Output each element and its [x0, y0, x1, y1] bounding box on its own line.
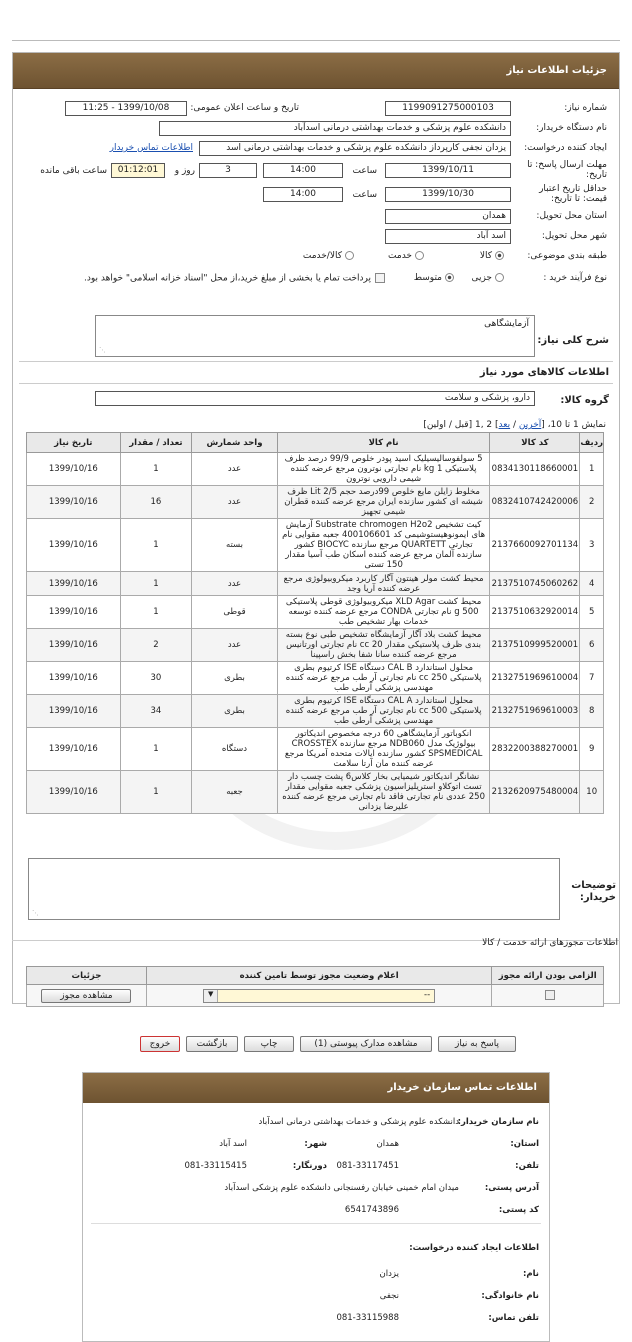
- creator-info-title: اطلاعات ایجاد کننده درخواست:: [409, 1243, 539, 1253]
- cell-unit: دستگاه: [192, 728, 278, 771]
- category-label: طبقه بندی موضوعی:: [527, 251, 607, 261]
- validity-label: حداقل تاریخ اعتبار قیمت: تا تاریخ:: [539, 184, 607, 204]
- cell-index: 8: [580, 695, 604, 728]
- perm-details-cell: [27, 985, 147, 1007]
- family-label: نام خانوادگی:: [481, 1291, 539, 1301]
- cell-qty: 1: [120, 453, 192, 486]
- cell-name: کیت تشخیص Substrate chromogen H2o2 آزمایش های ایمونوهیستوشیمی کد 400106601 جعبه مقوایی نام تجارتی QUARTETT مرجع سازنده BIOCYC کشور سازنده آلمان مرجع عرضه کننده اسکان طب آسیا مقدار 150 تستی: [277, 519, 490, 572]
- category-goods-option[interactable]: [480, 251, 507, 261]
- col-qty: تعداد / مقدار: [120, 433, 192, 453]
- cell-date: 1399/10/16: [27, 596, 121, 629]
- cell-qty: 30: [120, 662, 192, 695]
- summary-text: آزمایشگاهی: [484, 319, 529, 329]
- permits-title: اطلاعات مجوزهای ارائه خدمت / کالا: [482, 938, 618, 948]
- validity-date-field: 1399/10/30: [385, 187, 511, 202]
- perm-status-cell: [146, 985, 491, 1007]
- validity-time-field: 14:00: [263, 187, 343, 202]
- org-value: دانشکده علوم پزشکی و خدمات بهداشتی درمانی اسدآباد: [258, 1117, 459, 1127]
- summary-label: شرح کلی نیاز:: [537, 335, 609, 346]
- top-divider: [12, 40, 620, 41]
- province-field: همدان: [385, 209, 511, 224]
- cell-name: نشانگر اندیکاتور شیمیایی بخار کلاس6 پشت چسب دار تست اتوکلاو استریلیزاسیون پزشکی جعبه مقوایی مقدار 250 عددی نام تجارتی فاقد نام تجارتی مرجع عرضه کننده علیرضا یزدانی: [277, 771, 490, 814]
- process-label: نوع فرآیند خرید :: [543, 273, 607, 283]
- chevron-down-icon: ▼: [204, 990, 218, 1002]
- col-unit: واحد شمارش: [192, 433, 278, 453]
- cell-qty: 1: [120, 771, 192, 814]
- contact-phone-value: 081-33115988: [336, 1313, 399, 1323]
- perm-col-required: الزامی بودن ارائه مجوز: [492, 967, 604, 985]
- name-value: یزدان: [379, 1269, 399, 1279]
- cell-unit: بسته: [192, 519, 278, 572]
- process-partial-option[interactable]: [471, 273, 507, 283]
- permit-row: [27, 985, 604, 1007]
- cell-code: 2137510632920014: [490, 596, 580, 629]
- contact-phone-label: تلفن تماس:: [488, 1313, 539, 1323]
- perm-status-value: --: [424, 989, 431, 1000]
- perm-col-details: جزئیات: [27, 967, 147, 985]
- category-both-text: کالا/خدمت: [302, 251, 342, 261]
- payment-note-text: پرداخت تمام یا بخشی از مبلغ خرید،از محل "اسناد خزانه اسلامی" خواهد بود.: [83, 273, 371, 284]
- cell-qty: 34: [120, 695, 192, 728]
- process-medium-text: متوسط: [413, 273, 442, 283]
- table-row: [27, 596, 604, 629]
- remaining-time-field: 01:12:01: [111, 163, 165, 178]
- address-label: آدرس پستی:: [484, 1183, 539, 1193]
- table-row: [27, 486, 604, 519]
- cell-index: 1: [580, 453, 604, 486]
- city-label: شهر محل تحویل:: [541, 231, 607, 241]
- perm-status-select[interactable]: [203, 989, 435, 1003]
- checkbox-checked-icon: [545, 990, 555, 1000]
- divider: [19, 383, 613, 384]
- family-value: نجفی: [379, 1291, 399, 1301]
- need-number-label: شماره نیاز:: [564, 103, 607, 113]
- pager-prefix: نمایش 1 تا 10، [: [541, 420, 606, 430]
- cell-date: 1399/10/16: [27, 728, 121, 771]
- creator-label: ایجاد کننده درخواست:: [524, 143, 607, 153]
- cell-name: مخلوط زایلن مایع خلوص 99درصد حجم 2/5 Lit ظرف شیشه ای کشور سازنده ایران مرجع عرضه کننده قطران شیمی تجهیز: [277, 486, 490, 519]
- cell-date: 1399/10/16: [27, 629, 121, 662]
- org-label: نام سازمان خریدار:: [457, 1117, 539, 1127]
- col-name: نام کالا: [277, 433, 490, 453]
- table-row: [27, 695, 604, 728]
- process-partial-text: جزیی: [471, 273, 492, 283]
- cell-code: 2137510745060262: [490, 572, 580, 596]
- cell-unit: عدد: [192, 629, 278, 662]
- cell-code: 0834130118660001: [490, 453, 580, 486]
- radio-selected-icon: [495, 251, 504, 260]
- cell-index: 2: [580, 486, 604, 519]
- form-area: [21, 99, 611, 291]
- permits-table: [26, 966, 604, 1007]
- goods-group-field: دارو، پزشکی و سلامت: [95, 391, 535, 406]
- city-c-value: اسد آباد: [219, 1139, 247, 1149]
- creator-field: یزدان نجفی کارپرداز دانشکده علوم پزشکی و خدمات بهداشتی درمانی اسد: [199, 141, 511, 156]
- cell-index: 7: [580, 662, 604, 695]
- cell-qty: 1: [120, 572, 192, 596]
- buyer-label: نام دستگاه خریدار:: [536, 123, 607, 133]
- cell-qty: 1: [120, 728, 192, 771]
- deadline-date-field: 1399/10/11: [385, 163, 511, 178]
- province-c-label: استان:: [510, 1139, 539, 1149]
- category-service-text: خدمت: [388, 251, 412, 261]
- province-label: استان محل تحویل:: [536, 211, 607, 221]
- items-table: [26, 432, 604, 814]
- table-row: [27, 662, 604, 695]
- cell-code: 2137660092701134: [490, 519, 580, 572]
- cell-unit: عدد: [192, 572, 278, 596]
- pagination: [423, 420, 606, 430]
- cell-date: 1399/10/16: [27, 771, 121, 814]
- cell-name: انکوباتور آزمایشگاهی 60 درجه مخصوص اندیکاتور بیولوژیک مدل NDB060 مرجع سازنده CROSSTEX SPSMEDICAL کشور سازنده ایالات متحده آمریکا مرجع عرضه کننده مان آرتا سلامت: [277, 728, 490, 771]
- cell-unit: بطری: [192, 695, 278, 728]
- cell-qty: 16: [120, 486, 192, 519]
- cell-code: 0832410742420006: [490, 486, 580, 519]
- items-table-header: [27, 433, 604, 453]
- panel-title: جزئیات اطلاعات نیاز: [13, 53, 619, 89]
- announce-field: 1399/10/08 - 11:25: [65, 101, 187, 116]
- deadline-label: مهلت ارسال پاسخ: تا تاریخ:: [527, 160, 607, 180]
- reply-button[interactable]: پاسخ به نیاز: [438, 1036, 516, 1052]
- phone-value: 081-33117451: [336, 1161, 399, 1171]
- buyer-notes-label: توضیحات خریدار:: [571, 880, 616, 903]
- resize-grip-icon[interactable]: ⋰: [99, 346, 106, 354]
- cell-date: 1399/10/16: [27, 695, 121, 728]
- cell-unit: بطری: [192, 662, 278, 695]
- province-c-value: همدان: [376, 1139, 399, 1149]
- buyer-contact-link[interactable]: اطلاعات تماس خریدار: [109, 143, 193, 153]
- fax-value: 081-33115415: [184, 1161, 247, 1171]
- postal-value: 6541743896: [344, 1205, 399, 1215]
- category-service-option[interactable]: [388, 251, 427, 261]
- cell-index: 4: [580, 572, 604, 596]
- cell-code: 2132620975480004: [490, 771, 580, 814]
- cell-code: 2832200388270001: [490, 728, 580, 771]
- cell-date: 1399/10/16: [27, 662, 121, 695]
- cell-name: محیط کشت XLD Agar میکروبیولوژی قوطی پلاستیکی 500 g نام تجارتی CONDA مرجع عرضه کننده توسعه خدمات بهار تشخیص طب: [277, 596, 490, 629]
- buyer-field: دانشکده علوم پزشکی و خدمات بهداشتی درمانی اسدآباد: [159, 121, 511, 136]
- process-medium-option[interactable]: [414, 273, 457, 283]
- table-row: [27, 629, 604, 662]
- table-row: [27, 519, 604, 572]
- cell-name: محلول استاندارد CAL B دستگاه ISE کرتیوم بطری پلاستیکی 250 cc نام تجارتی آر طب مرجع عرضه کننده مهندسی پزشکی آرطی طب: [277, 662, 490, 695]
- checkbox-icon[interactable]: [375, 273, 385, 283]
- print-button[interactable]: چاپ: [244, 1036, 294, 1052]
- cell-date: 1399/10/16: [27, 572, 121, 596]
- cell-index: 10: [580, 771, 604, 814]
- col-code: کد کالا: [490, 433, 580, 453]
- back-button[interactable]: بازگشت: [186, 1036, 238, 1052]
- validity-time-label: ساعت: [352, 190, 377, 200]
- cell-index: 9: [580, 728, 604, 771]
- cell-name: محیط کشت بلاد آگار آزمایشگاه تشخیص طبی نوع بسته بندی ظرف پلاستیکی مقدار 20 cc نام تجارتی اورتانیس مرجع عرضه کننده سانا شفا بخش راسپینا: [277, 629, 490, 662]
- cell-qty: 2: [120, 629, 192, 662]
- col-date: تاریخ نیاز: [27, 433, 121, 453]
- perm-col-status: اعلام وضعیت مجوز توسط تامین کننده: [146, 967, 491, 985]
- radio-icon: [345, 251, 354, 260]
- cell-unit: عدد: [192, 453, 278, 486]
- divider: [91, 1223, 541, 1224]
- name-label: نام:: [522, 1269, 539, 1279]
- goods-info-title: اطلاعات کالاهای مورد نیاز: [479, 367, 609, 378]
- perm-required-cell: [492, 985, 604, 1007]
- cell-date: 1399/10/16: [27, 486, 121, 519]
- radio-selected-icon: [445, 273, 454, 282]
- address-value: میدان امام خمینی خیابان رفسنجانی دانشکده علوم پزشکی اسدآباد: [224, 1183, 459, 1193]
- exit-button[interactable]: خروج: [140, 1036, 180, 1052]
- remaining-label: ساعت باقی مانده: [40, 166, 107, 176]
- announce-label: تاریخ و ساعت اعلان عمومی:: [190, 103, 299, 113]
- city-c-label: شهر:: [304, 1139, 327, 1149]
- pager-separator: /: [510, 420, 519, 430]
- cell-date: 1399/10/16: [27, 519, 121, 572]
- table-row: [27, 771, 604, 814]
- cell-name: 5 سولفوسالیسیلیک اسید پودر خلوص 99/9 درصد ظرف پلاستیکی 1 kg نام تجارتی نوترون مرجع عرضه کننده شیمی دارویی نوترون: [277, 453, 490, 486]
- cell-index: 5: [580, 596, 604, 629]
- payment-note: [84, 273, 385, 284]
- category-both-option[interactable]: [303, 251, 357, 261]
- fax-label: دورنگار:: [292, 1161, 327, 1171]
- buyer-contact-panel: [82, 1072, 550, 1342]
- cell-unit: عدد: [192, 486, 278, 519]
- divider: [19, 361, 613, 362]
- cell-code: 2132751969610004: [490, 662, 580, 695]
- postal-label: کد پستی:: [498, 1205, 539, 1215]
- pager-next-link[interactable]: بعد: [498, 420, 511, 430]
- deadline-time-label: ساعت: [352, 166, 377, 176]
- table-row: [27, 728, 604, 771]
- contact-title: اطلاعات تماس سازمان خریدار: [83, 1073, 549, 1103]
- cell-unit: قوطی: [192, 596, 278, 629]
- cell-date: 1399/10/16: [27, 453, 121, 486]
- category-goods-text: کالا: [479, 251, 492, 261]
- city-field: اسد آباد: [385, 229, 511, 244]
- table-row: [27, 572, 604, 596]
- col-index: ردیف: [580, 433, 604, 453]
- cell-index: 6: [580, 629, 604, 662]
- phone-label: تلفن:: [515, 1161, 539, 1171]
- radio-icon: [415, 251, 424, 260]
- resize-grip-icon[interactable]: ⋰: [32, 909, 39, 917]
- days-field: 3: [199, 163, 257, 178]
- days-label: روز و: [174, 166, 195, 176]
- cell-code: 2132751969610003: [490, 695, 580, 728]
- cell-qty: 1: [120, 519, 192, 572]
- view-permit-button[interactable]: مشاهده مجوز: [41, 989, 131, 1003]
- need-number-field: 1199091275000103: [385, 101, 511, 116]
- cell-name: محیط کشت مولر هینتون آگار کاربرد میکروبیولوژی مرجع عرضه کننده آریا وجد: [277, 572, 490, 596]
- cell-qty: 1: [120, 596, 192, 629]
- cell-unit: جعبه: [192, 771, 278, 814]
- view-documents-button[interactable]: مشاهده مدارک پیوستی (1): [300, 1036, 432, 1052]
- deadline-time-field: 14:00: [263, 163, 343, 178]
- goods-group-label: گروه کالا:: [560, 395, 609, 406]
- radio-icon: [495, 273, 504, 282]
- cell-code: 2137510999520001: [490, 629, 580, 662]
- table-row: [27, 453, 604, 486]
- pager-last-link[interactable]: آخرین: [518, 420, 542, 430]
- cell-index: 3: [580, 519, 604, 572]
- summary-textarea[interactable]: [95, 315, 535, 357]
- pager-pages: ] 2 ,1 [قبل / اولین]: [423, 420, 499, 430]
- cell-name: محلول استاندارد CAL A دستگاه ISE کرتیوم بطری پلاستیکی 500 cc نام تجارتی آر طب مرجع عرضه کننده مهندسی پزشکی آرطی طب: [277, 695, 490, 728]
- buyer-notes-textarea[interactable]: [28, 858, 560, 920]
